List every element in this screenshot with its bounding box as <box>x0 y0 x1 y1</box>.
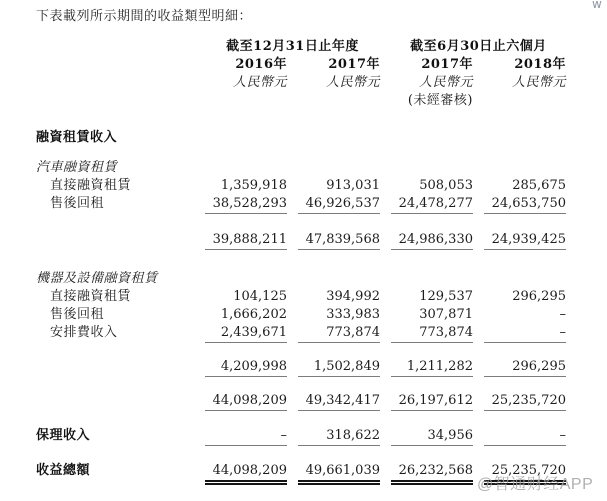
year-column-header: 2016年 <box>235 57 287 72</box>
row-label: 直接融資租賃 <box>50 289 132 304</box>
amount-cell: 34,956 <box>391 427 473 446</box>
currency-label: 人民幣元 <box>418 75 473 90</box>
amount-cell: 26,232,568 <box>391 462 473 485</box>
header-years <box>36 56 566 74</box>
row-label: 汽車融資租賃 <box>36 160 118 175</box>
zhitong-finance-watermark: @智通财经APP <box>477 476 594 493</box>
row-label: 安排費收入 <box>50 325 118 340</box>
amount-cell: 394,992 <box>326 289 380 304</box>
amount-cell: 307,871 <box>419 307 473 322</box>
row-label: 收益總額 <box>36 463 91 478</box>
table-row <box>36 306 566 324</box>
amount-cell: 26,197,612 <box>391 392 473 411</box>
revenue-table <box>36 8 566 480</box>
amount-cell: 333,983 <box>326 307 380 322</box>
amount-cell: – <box>484 427 566 446</box>
amount-cell: 285,675 <box>512 178 566 193</box>
unaudited-label: (未經審核) <box>407 93 473 108</box>
amount-cell: 25,235,720 <box>484 392 566 411</box>
header-currency <box>36 74 566 92</box>
amount-cell: 129,537 <box>419 289 473 304</box>
amount-cell: 24,653,750 <box>484 195 566 214</box>
table-row-subsection <box>36 270 566 288</box>
year-column-header: 2017年 <box>328 57 380 72</box>
amount-cell: 2,439,671 <box>205 324 287 343</box>
amount-cell: – <box>484 324 566 343</box>
table-row <box>36 177 566 195</box>
table-row-section <box>36 129 566 147</box>
amount-cell: 318,622 <box>298 427 380 446</box>
table-row <box>36 195 566 213</box>
amount-cell: 4,209,998 <box>205 358 287 377</box>
amount-cell: 44,098,209 <box>205 392 287 411</box>
amount-cell: 1,666,202 <box>220 307 287 322</box>
amount-cell: 38,528,293 <box>205 195 287 214</box>
header-period-groups <box>36 38 566 56</box>
year-column-header: 2018年 <box>514 57 566 72</box>
amount-cell: 1,359,918 <box>220 178 287 193</box>
table-row-subtotal <box>36 392 566 410</box>
amount-cell: 104,125 <box>233 289 287 304</box>
corner-artifact: w <box>592 0 602 11</box>
period-group-year-ended: 截至12月31日止年度 <box>226 39 359 54</box>
amount-cell: 296,295 <box>484 358 566 377</box>
row-label: 直接融資租賃 <box>50 178 132 193</box>
header-unaudited-note <box>36 92 566 110</box>
year-column-header: 2017年 <box>421 57 473 72</box>
currency-label: 人民幣元 <box>232 75 287 90</box>
amount-cell: 1,502,849 <box>298 358 380 377</box>
amount-cell: – <box>559 307 566 322</box>
table-row-subtotal <box>36 358 566 376</box>
amount-cell: 47,839,568 <box>298 231 380 250</box>
table-row-subtotal <box>36 231 566 249</box>
amount-cell: 24,939,425 <box>484 231 566 250</box>
amount-cell: – <box>205 427 287 446</box>
amount-cell: 25,235,720 <box>484 462 566 485</box>
period-group-six-months: 截至6月30日止六個月 <box>410 39 547 54</box>
amount-cell: 39,888,211 <box>205 231 287 250</box>
amount-cell: 773,874 <box>298 324 380 343</box>
row-label: 售後回租 <box>50 196 105 211</box>
currency-label: 人民幣元 <box>325 75 380 90</box>
row-label: 保理收入 <box>36 428 91 443</box>
amount-cell: 24,986,330 <box>391 231 473 250</box>
amount-cell: 46,926,537 <box>298 195 380 214</box>
amount-cell: 44,098,209 <box>205 462 287 485</box>
table-row-subsection <box>36 159 566 177</box>
table-row <box>36 324 566 342</box>
table-caption: 下表載列所示期間的收益類型明細： <box>36 9 253 24</box>
row-label: 售後回租 <box>50 307 105 322</box>
amount-cell: 913,031 <box>326 178 380 193</box>
amount-cell: 508,053 <box>419 178 473 193</box>
row-label: 機器及設備融資租賃 <box>36 271 158 286</box>
amount-cell: 49,342,417 <box>298 392 380 411</box>
amount-cell: 773,874 <box>391 324 473 343</box>
amount-cell: 296,295 <box>512 289 566 304</box>
amount-cell: 49,661,039 <box>298 462 380 485</box>
row-label: 融資租賃收入 <box>36 130 118 145</box>
currency-label: 人民幣元 <box>511 75 566 90</box>
amount-cell: 24,478,277 <box>391 195 473 214</box>
table-row <box>36 288 566 306</box>
amount-cell: 1,211,282 <box>391 358 473 377</box>
table-row <box>36 427 566 445</box>
